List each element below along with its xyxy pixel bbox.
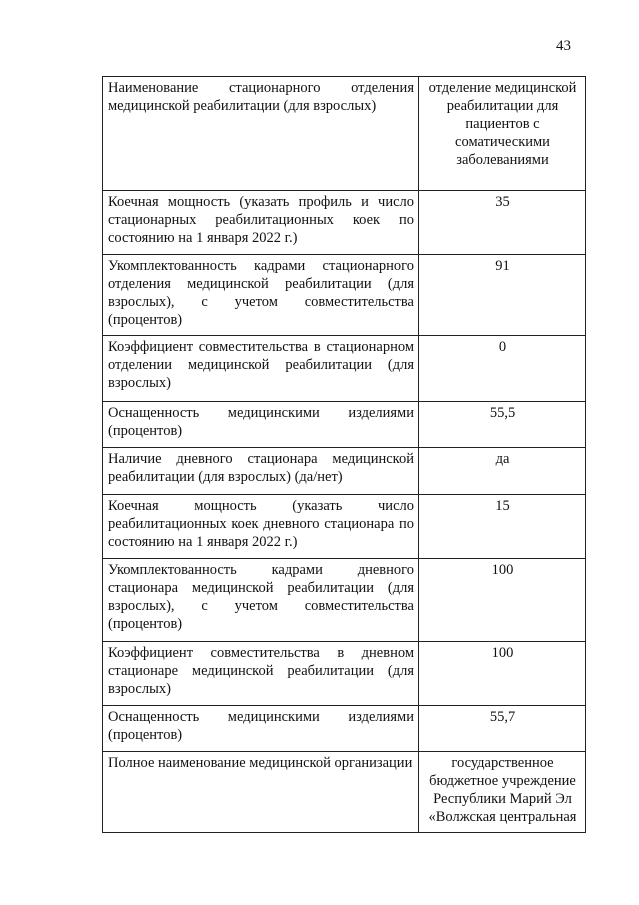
row-label: Наименование стационарного отделения медицинской реабилитации (для взрослых) bbox=[103, 77, 419, 191]
row-label: Коэффициент совместительства в дневном стационаре медицинской реабилитации (для взрослых) bbox=[103, 642, 419, 706]
row-value: 100 bbox=[419, 559, 586, 642]
table-row bbox=[103, 77, 586, 191]
row-label: Коечная мощность (указать число реабилитационных коек дневного стационара по состоянию на 1 января 2022 г.) bbox=[103, 495, 419, 559]
row-value: 0 bbox=[419, 336, 586, 402]
row-value: 100 bbox=[419, 642, 586, 706]
table-row bbox=[103, 706, 586, 752]
row-label: Наличие дневного стационара медицинской реабилитации (для взрослых) (да/нет) bbox=[103, 448, 419, 495]
row-value: 55,7 bbox=[419, 706, 586, 752]
page-number: 43 bbox=[556, 38, 571, 54]
table-row bbox=[103, 495, 586, 559]
table-row bbox=[103, 448, 586, 495]
row-value: отделение медицинской реабилитации для пациентов с соматическими заболеваниями bbox=[419, 77, 586, 191]
table-row bbox=[103, 255, 586, 336]
row-label: Коэффициент совместительства в стационарном отделении медицинской реабилитации (для взрослых) bbox=[103, 336, 419, 402]
row-value: 35 bbox=[419, 191, 586, 255]
row-label: Оснащенность медицинскими изделиями (процентов) bbox=[103, 402, 419, 448]
table-row bbox=[103, 336, 586, 402]
table-row bbox=[103, 752, 586, 833]
row-label: Коечная мощность (указать профиль и число стационарных реабилитационных коек по состоянию на 1 января 2022 г.) bbox=[103, 191, 419, 255]
rehabilitation-data-table bbox=[102, 76, 586, 833]
row-value: да bbox=[419, 448, 586, 495]
row-label: Полное наименование медицинской организации bbox=[103, 752, 419, 833]
row-label: Укомплектованность кадрами стационарного отделения медицинской реабилитации (для взрослых), с учетом совместительства (процентов) bbox=[103, 255, 419, 336]
row-label: Укомплектованность кадрами дневного стационара медицинской реабилитации (для взрослых), с учетом совместительства (процентов) bbox=[103, 559, 419, 642]
table-row bbox=[103, 402, 586, 448]
row-value: государственное бюджетное учреждение Республики Марий Эл «Волжская центральная bbox=[419, 752, 586, 833]
table-row bbox=[103, 559, 586, 642]
table-row bbox=[103, 642, 586, 706]
row-label: Оснащенность медицинскими изделиями (процентов) bbox=[103, 706, 419, 752]
row-value: 91 bbox=[419, 255, 586, 336]
table-row bbox=[103, 191, 586, 255]
row-value: 55,5 bbox=[419, 402, 586, 448]
row-value: 15 bbox=[419, 495, 586, 559]
